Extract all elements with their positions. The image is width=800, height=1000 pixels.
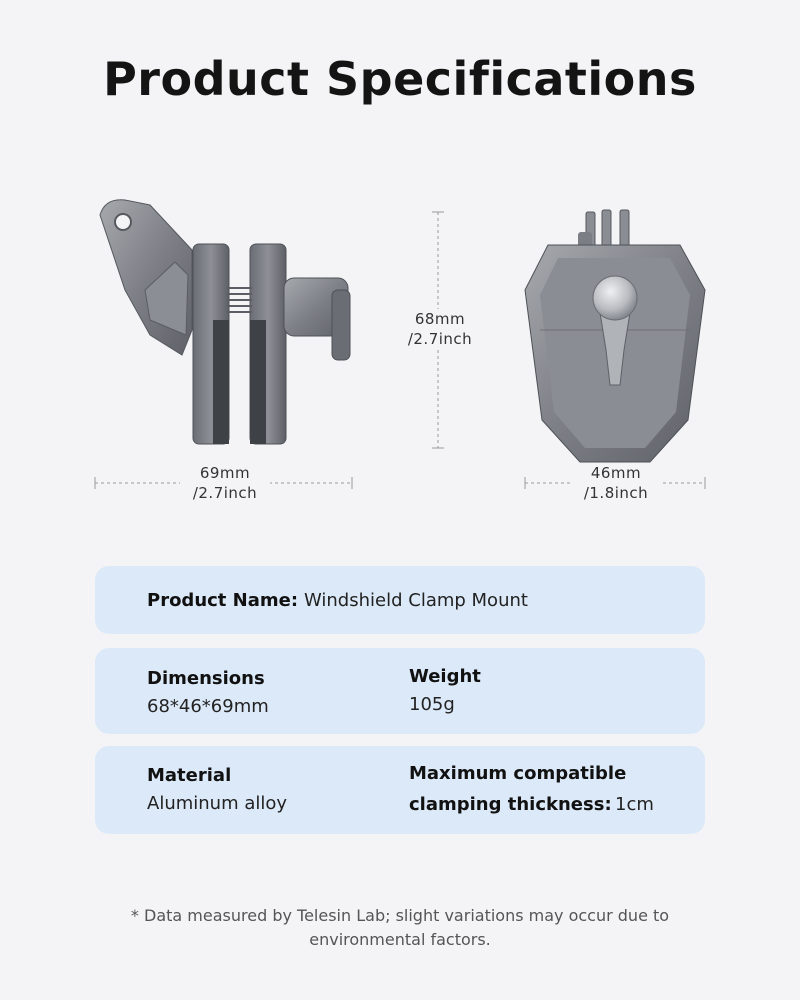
footnote-line1: * Data measured by Telesin Lab; slight variations may occur due to (130, 906, 670, 925)
front-width-mm: 46mm (590, 464, 642, 482)
material-label: Material (147, 765, 232, 786)
side-width-inch: /2.7inch (192, 484, 258, 502)
product-name-value: Windshield Clamp Mount (304, 590, 528, 611)
dimensions-value: 68*46*69mm (147, 696, 269, 717)
footnote-line2: environmental factors. (309, 930, 491, 949)
weight-label: Weight (409, 666, 481, 687)
product-name-card (95, 566, 705, 634)
clamp-label-line1: Maximum compatible (409, 763, 627, 784)
dimensions-label: Dimensions (147, 668, 265, 689)
material-value: Aluminum alloy (147, 793, 288, 814)
side-width-mm: 69mm (199, 464, 251, 482)
product-name-label: Product Name: (147, 590, 299, 611)
height-label (398, 309, 482, 349)
footnote (0, 904, 800, 952)
front-width-inch: /1.8inch (583, 484, 649, 502)
front-width-label (570, 463, 662, 503)
side-width-label (180, 463, 270, 503)
side-view-mount (100, 200, 350, 444)
weight-value: 105g (409, 694, 455, 715)
dimensions-weight-card (95, 648, 705, 734)
height-mm: 68mm (414, 310, 466, 328)
front-view-mount (525, 210, 705, 462)
material-clamp-card (95, 746, 705, 834)
clamp-label-line2: clamping thickness: (409, 794, 612, 815)
clamp-value: 1cm (615, 794, 654, 815)
height-inch: /2.7inch (407, 330, 473, 348)
page-title: Product Specifications (103, 52, 697, 106)
